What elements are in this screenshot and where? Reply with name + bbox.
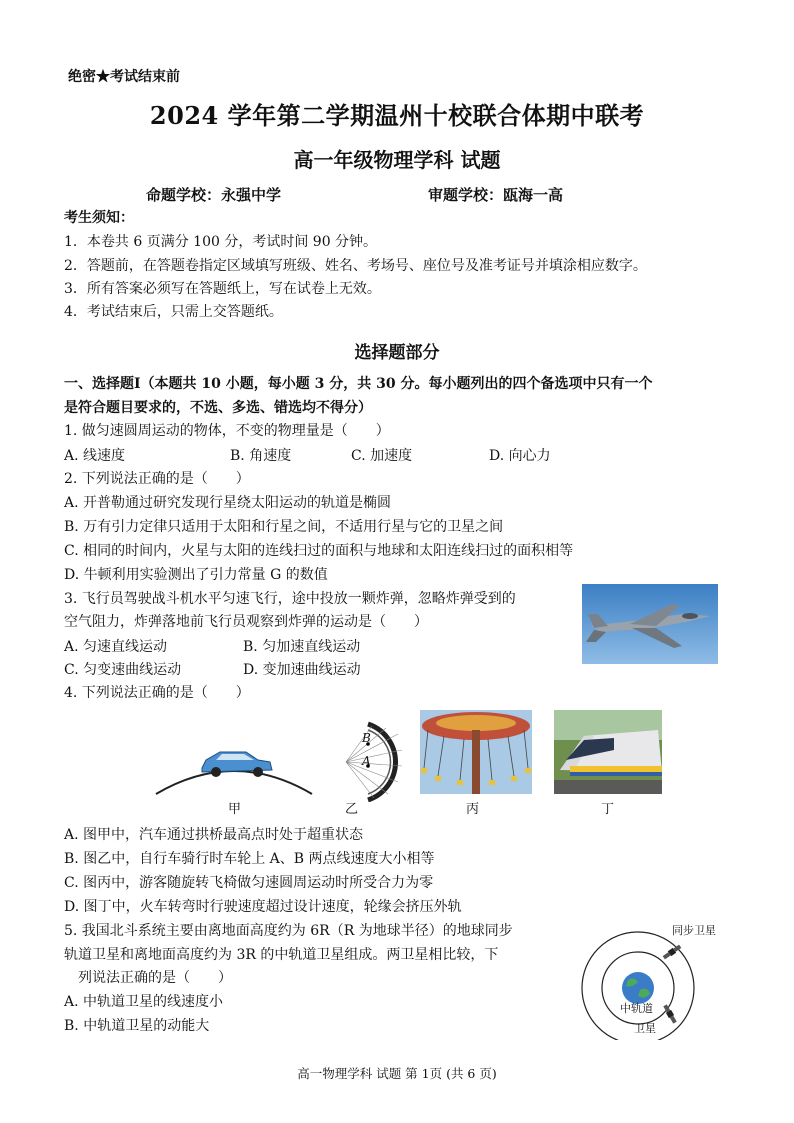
fighter-jet-image [582, 584, 718, 664]
notice-item: 2．答题前，在答题卷指定区域填写班级、姓名、考场号、座位号及准考证号并填涂相应数字。 [64, 258, 647, 274]
setter-school: 命题学校：永强中学 [146, 186, 282, 204]
q1-option-a: A. 线速度 [64, 448, 126, 464]
wheel-label-b: B [362, 731, 371, 745]
section-title: 选择题部分 [354, 343, 440, 363]
q2-option-d: D. 牛顿利用实验测出了引力常量 G 的数值 [64, 567, 328, 583]
q5-option-b: B. 中轨道卫星的动能大 [64, 1018, 210, 1034]
q3-option-b: B. 匀加速直线运动 [243, 639, 361, 655]
q2-option-b: B. 万有引力定律只适用于太阳和行星之间，不适用行星与它的卫星之间 [64, 519, 504, 535]
figure-caption-yi: 乙 [345, 802, 359, 817]
notice-heading: 考生须知： [64, 210, 134, 226]
figure-caption-jia: 甲 [228, 802, 242, 817]
swing-ride-image [420, 710, 532, 794]
q3-stem: 3. 飞行员驾驶战斗机水平匀速飞行，途中投放一颗炸弹，忽略炸弹受到的 [64, 591, 516, 607]
q2-option-a: A. 开普勒通过研究发现行星绕太阳运动的轨道是椭圆 [64, 495, 392, 511]
part1-instructions: 一、选择题Ⅰ（本题共 10 小题，每小题 3 分，共 30 分。每小题列出的四个备选项中只有一个 [64, 376, 653, 392]
q4-option-d: D. 图丁中，火车转弯时行驶速度超过设计速度，轮缘会挤压外轨 [64, 899, 462, 915]
q1-option-b: B. 角速度 [230, 448, 292, 464]
q2-option-c: C. 相同的时间内，火星与太阳的连线扫过的面积与地球和太阳连线扫过的面积相等 [64, 543, 574, 559]
q1-option-d: D. 向心力 [489, 448, 551, 464]
q5-stem: 轨道卫星和离地面高度约为 3R 的中轨道卫星组成。两卫星相比较，下 [64, 947, 499, 963]
q3-option-d: D. 变加速曲线运动 [243, 662, 361, 678]
q1-stem: 1. 做匀速圆周运动的物体，不变的物理量是（ ） [64, 423, 390, 439]
notice-item: 1．本卷共 6 页满分 100 分，考试时间 90 分钟。 [64, 234, 378, 250]
confidential-label: 绝密★考试结束前 [68, 69, 180, 85]
reviewer-school: 审题学校：瓯海一高 [428, 186, 564, 204]
q3-option-c: C. 匀变速曲线运动 [64, 662, 182, 678]
train-image [554, 710, 662, 794]
q3-option-a: A. 匀速直线运动 [64, 639, 168, 655]
part1-instructions: 是符合题目要求的，不选、多选、错选均不得分） [64, 400, 372, 416]
label-meo: 中轨道 [620, 1002, 653, 1015]
exam-subtitle: 高一年级物理学科 试题 [293, 148, 501, 172]
page-footer: 高一物理学科 试题 第 1页 (共 6 页) [297, 1066, 497, 1081]
q1-option-c: C. 加速度 [351, 448, 413, 464]
q4-option-c: C. 图丙中，游客随旋转飞椅做匀速圆周运动时所受合力为零 [64, 875, 434, 891]
q5-option-a: A. 中轨道卫星的线速度小 [64, 994, 224, 1010]
label-geosync-satellite: 同步卫星 [672, 924, 716, 937]
label-satellite: 卫星 [634, 1022, 656, 1035]
figure-caption-bing: 丙 [466, 802, 480, 817]
notice-item: 3．所有答案必须写在答题纸上，写在试卷上无效。 [64, 281, 381, 297]
figure-caption-ding: 丁 [601, 802, 615, 817]
q5-stem: 5. 我国北斗系统主要由离地面高度约为 6R（R 为地球半径）的地球同步 [64, 923, 513, 939]
q4-option-b: B. 图乙中，自行车骑行时车轮上 A、B 两点线速度大小相等 [64, 851, 435, 867]
notice-item: 4．考试结束后，只需上交答题纸。 [64, 304, 283, 320]
q4-option-a: A. 图甲中，汽车通过拱桥最高点时处于超重状态 [64, 827, 364, 843]
q2-stem: 2. 下列说法正确的是（ ） [64, 471, 250, 487]
q5-stem: 列说法正确的是（ ） [78, 970, 232, 986]
q3-stem: 空气阻力，炸弹落地前飞行员观察到炸弹的运动是（ ） [64, 614, 428, 630]
q4-stem: 4. 下列说法正确的是（ ） [64, 685, 250, 701]
bicycle-wheel-figure [338, 720, 406, 802]
car-on-bridge-figure [154, 728, 314, 796]
wheel-label-a: A [362, 754, 371, 768]
exam-title: 2024 学年第二学期温州十校联合体期中联考 [149, 101, 645, 130]
